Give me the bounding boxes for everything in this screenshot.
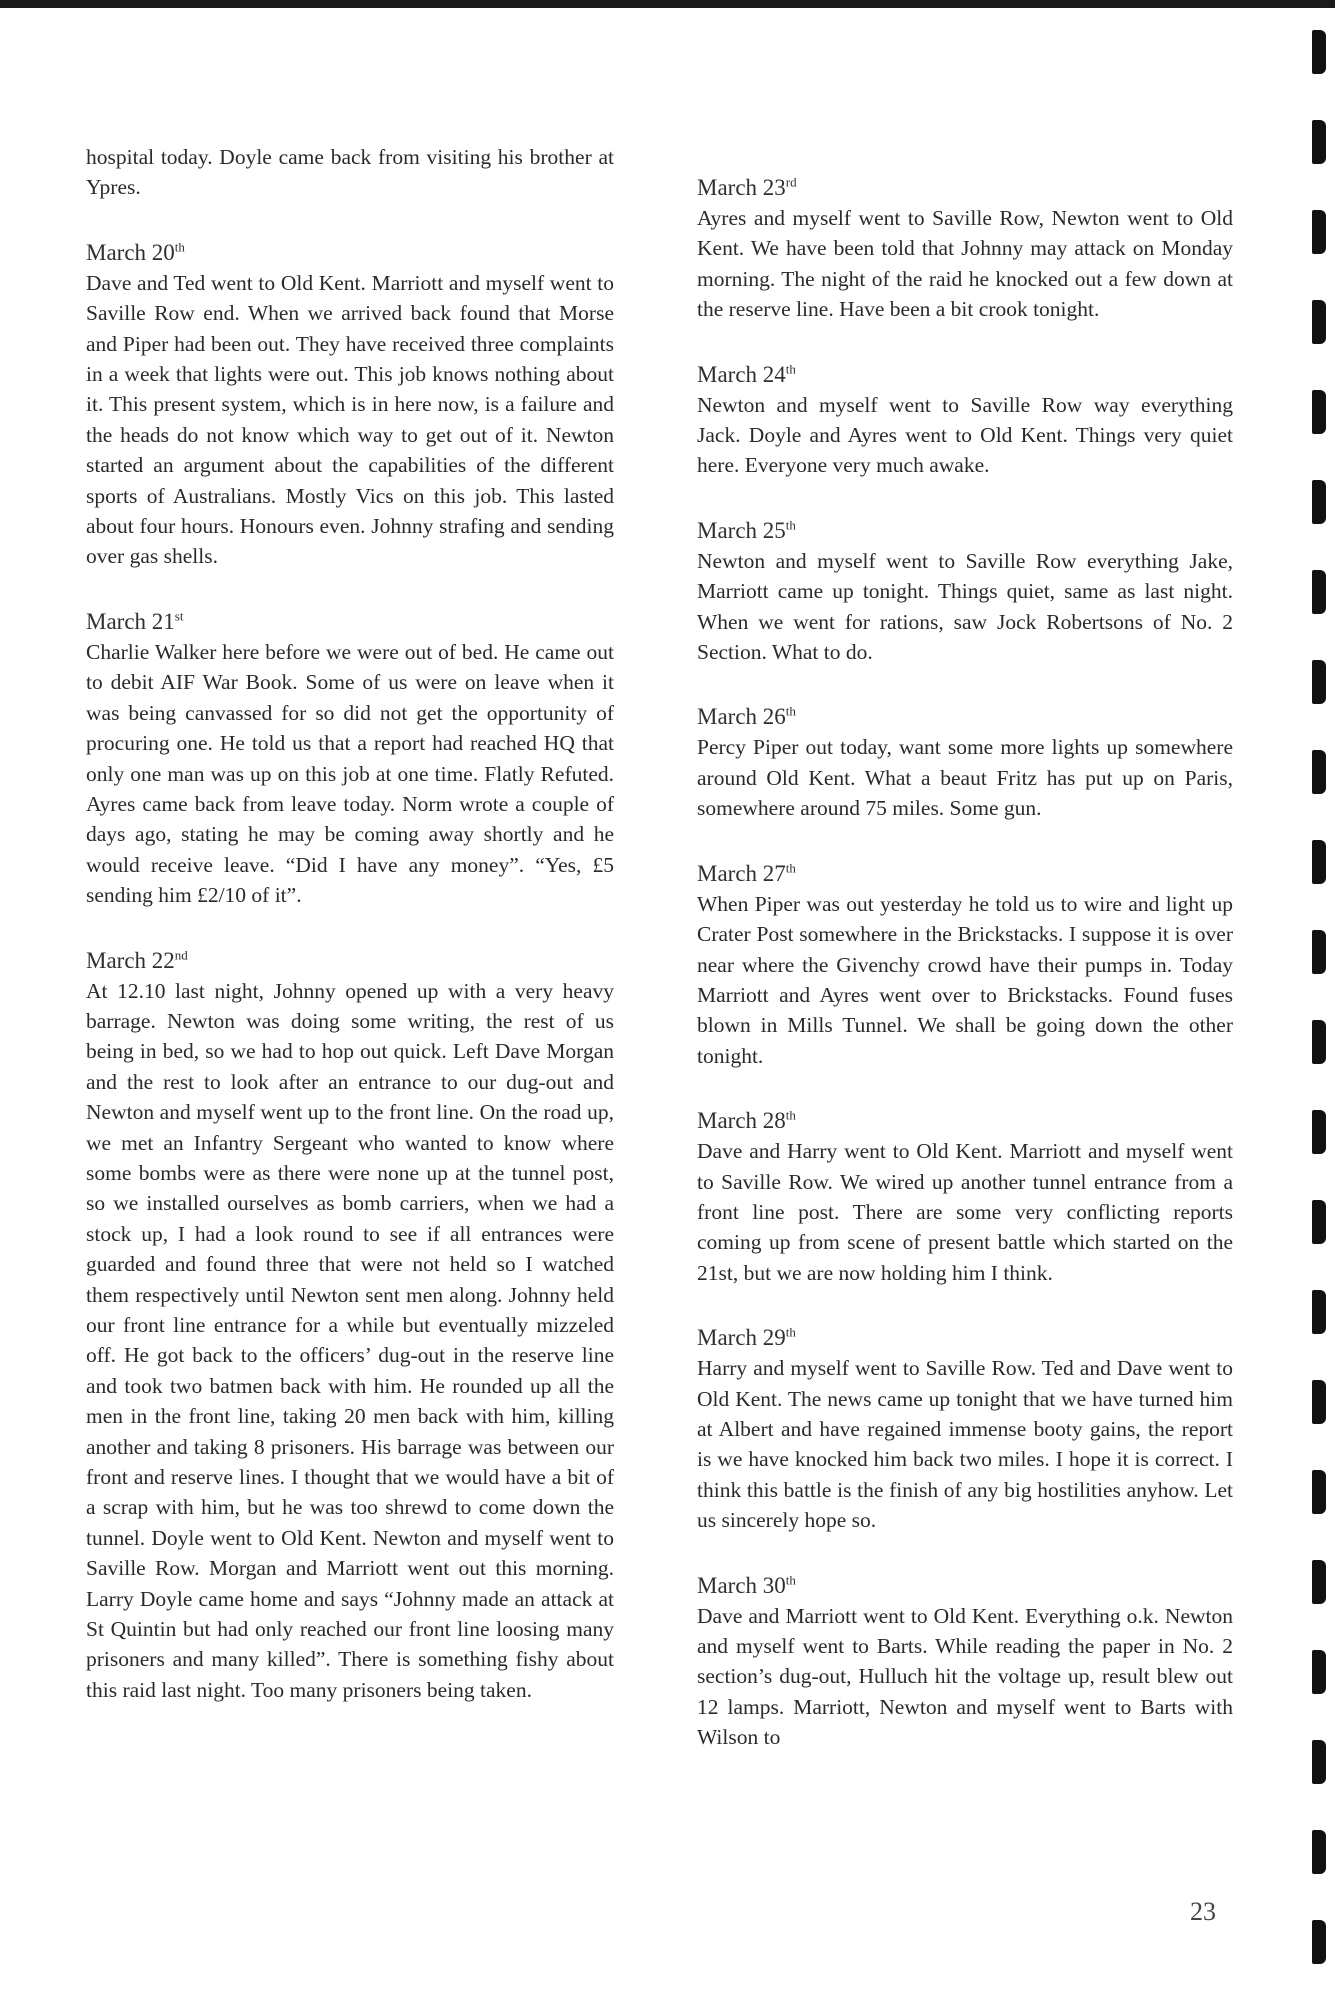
binding-ring	[1312, 840, 1326, 884]
entry-text: At 12.10 last night, Johnny opened up with a very heavy barrage. Newton was doing some writing, the rest of us being in bed, so we had to hop out quick. Left Dave Morgan and the rest to look after an entrance to our dug-out and Newton and myself went up to the front line. On the road up, we met an Infantry Sergeant who wanted to know where some bombs were as there were none up at the tunnel post, so we installed ourselves as bomb carriers, when we had a stock up, I had a look round to see if all entrances were guarded and found three that were not held so I watched them respectively until Newton sent men along. Johnny held our front line entrance for a while but eventually mizzeled off. He got back to the officers’ dug-out in the reserve line and took two batmen back with him. He rounded up all the men in the front line, taking 20 men back with him, killing another and taking 8 prisoners. His barrage was between our front and reserve lines. I thought that we would have a bit of a scrap with him, but he was too shrewd to come down the tunnel. Doyle went to Old Kent. Newton and myself went to Saville Row. Morgan and Marriott went out this morning. Larry Doyle came home and says “Johnny made an attack at St Quintin but had only reached our front line loosing many prisoners and many killed”. There is something fishy about this raid last night. Too many prisoners being taken.	[86, 978, 614, 1702]
entry-date	[697, 701, 1233, 732]
binding-ring	[1312, 1380, 1326, 1424]
diary-entry	[697, 858, 1233, 1071]
entry-date-text: March 29	[697, 1325, 786, 1351]
left-entries	[86, 237, 614, 1705]
entry-date-suffix: th	[785, 517, 796, 533]
binding-ring	[1312, 1740, 1326, 1784]
diary-entry	[697, 701, 1233, 823]
binding-ring	[1312, 1110, 1326, 1154]
entry-date	[86, 237, 614, 268]
diary-entry	[697, 515, 1233, 668]
binding-ring	[1312, 1830, 1326, 1874]
entry-date-suffix: th	[785, 1571, 796, 1587]
binding-ring	[1312, 30, 1326, 74]
binding-ring	[1312, 660, 1326, 704]
binding-ring	[1312, 1650, 1326, 1694]
entry-text: Dave and Harry went to Old Kent. Marriott and myself went to Saville Row. We wired up another tunnel entrance from a front line post. There are some very conflicting reports coming up from scene of present battle which started on the 21st, but we are now holding him I think.	[697, 1139, 1233, 1285]
entry-text: Harry and myself went to Saville Row. Ted and Dave went to Old Kent. The news came up tonight that we have turned him at Albert and have regained immense booty gains, the report is we have knocked him back two miles. I hope it is correct. I think this battle is the finish of any big hostilities anyhow. Let us sincerely hope so.	[697, 1356, 1233, 1533]
entry-date-suffix: nd	[174, 946, 188, 962]
entry-date-text: March 30	[697, 1572, 786, 1598]
entry-text: Ayres and myself went to Saville Row, Newton went to Old Kent. We have been told that Johnny may attack on Monday morning. The night of the raid he knocked out a few down at the reserve line. Have been a bit crook tonight.	[697, 206, 1233, 322]
entry-date	[697, 172, 1233, 203]
entry-date	[697, 359, 1233, 390]
diary-entry	[86, 237, 614, 572]
entry-date	[697, 1105, 1233, 1136]
page-top-edge	[0, 0, 1335, 8]
diary-entry	[697, 172, 1233, 325]
diary-entry	[697, 1322, 1233, 1535]
entry-date-suffix: st	[174, 608, 184, 624]
entry-date-suffix: rd	[785, 174, 797, 190]
diary-entry	[86, 606, 614, 911]
binding-ring	[1312, 210, 1326, 254]
binding-ring	[1312, 1200, 1326, 1244]
diary-entry	[697, 1570, 1233, 1753]
binding-ring	[1312, 480, 1326, 524]
entry-text: Newton and myself went to Saville Row everything Jake, Marriott came up tonight. Things quiet, same as last night. When we went for rations, saw Jock Robertsons of No. 2 Section. What to do.	[697, 548, 1233, 665]
entry-date-text: March 23	[697, 175, 786, 200]
entry-date-suffix: th	[174, 239, 185, 255]
entry-date	[86, 606, 614, 637]
entry-date	[697, 858, 1233, 889]
entry-date	[697, 1322, 1233, 1353]
left-column	[86, 142, 614, 1739]
entry-date-text: March 27	[697, 860, 786, 886]
entry-date-suffix: th	[785, 1107, 796, 1123]
entry-text: Charlie Walker here before we were out of bed. He came out to debit AIF War Book. Some of us were on leave when it was being canvassed for so did not get the opportunity of procuring one. He told us that a report had reached HQ that only one man was up on this job at one time. Flatly Refuted. Ayres came back from leave today. Norm wrote a couple of days ago, stating he may be coming away shortly and he would receive leave. “Did I have any money”. “Yes, £5 sending him £2/10 of it”.	[86, 639, 614, 908]
entry-text: Dave and Ted went to Old Kent. Marriott and myself went to Saville Row end. When we arrived back found that Morse and Piper had been out. They have received three complaints in a week that lights were out. This job knows nothing about it. This present system, which is in here now, is a failure and the heads do not know which way to get out of it. Newton started an argument about the capabilities of the different sports of Australians. Mostly Vics on this job. This lasted about four hours. Honours even. Johnny strafing and sending over gas shells.	[86, 270, 614, 569]
diary-entry	[86, 945, 614, 1706]
binding-ring	[1312, 1290, 1326, 1334]
page-number: 23	[1190, 1897, 1216, 1926]
binding-ring	[1312, 390, 1326, 434]
binding-ring	[1312, 930, 1326, 974]
binding-ring	[1312, 120, 1326, 164]
binding-ring	[1312, 1920, 1326, 1964]
binding-ring	[1312, 1560, 1326, 1604]
lead-paragraph: hospital today. Doyle came back from visiting his brother at Ypres.	[86, 145, 614, 200]
binding-ring	[1312, 1020, 1326, 1064]
entry-date-suffix: th	[785, 360, 796, 376]
binding-ring	[1312, 750, 1326, 794]
right-column	[697, 172, 1233, 1787]
entry-date-text: March 21	[86, 608, 175, 634]
diary-entry	[697, 1105, 1233, 1288]
right-entries	[697, 172, 1233, 1753]
spiral-binding	[1312, 0, 1335, 2000]
entry-date-text: March 25	[697, 517, 786, 543]
entry-text: When Piper was out yesterday he told us to wire and light up Crater Post somewhere in the Brickstacks. I suppose it is over near where the Givenchy crowd have their pumps in. Today Marriott and Ayres went over to Brickstacks. Found fuses blown in Mills Tunnel. We shall be going down the other tonight.	[697, 891, 1233, 1068]
entry-date-text: March 20	[86, 239, 175, 265]
entry-date-text: March 22	[86, 947, 175, 973]
entry-date	[697, 515, 1233, 546]
entry-text: Percy Piper out today, want some more lights up somewhere around Old Kent. What a beaut Fritz has put up on Paris, somewhere around 75 miles. Some gun.	[697, 735, 1233, 821]
entry-date-suffix: th	[785, 703, 796, 719]
binding-ring	[1312, 570, 1326, 614]
entry-text: Newton and myself went to Saville Row way everything Jack. Doyle and Ayres went to Old Kent. Things very quiet here. Everyone very much awake.	[697, 392, 1233, 478]
entry-date-text: March 26	[697, 704, 786, 730]
entry-date-suffix: th	[785, 860, 796, 876]
diary-entry	[697, 359, 1233, 481]
entry-date-suffix: th	[785, 1324, 796, 1340]
entry-date	[697, 1570, 1233, 1601]
entry-date	[86, 945, 614, 976]
entry-date-text: March 24	[697, 361, 786, 387]
binding-ring	[1312, 1470, 1326, 1514]
entry-date-text: March 28	[697, 1108, 786, 1134]
binding-ring	[1312, 300, 1326, 344]
entry-text: Dave and Marriott went to Old Kent. Everything o.k. Newton and myself went to Barts. While reading the paper in No. 2 section’s dug-out, Hulluch hit the voltage up, result blew out 12 lamps. Marriott, Newton and myself went to Barts with Wilson to	[697, 1603, 1233, 1750]
